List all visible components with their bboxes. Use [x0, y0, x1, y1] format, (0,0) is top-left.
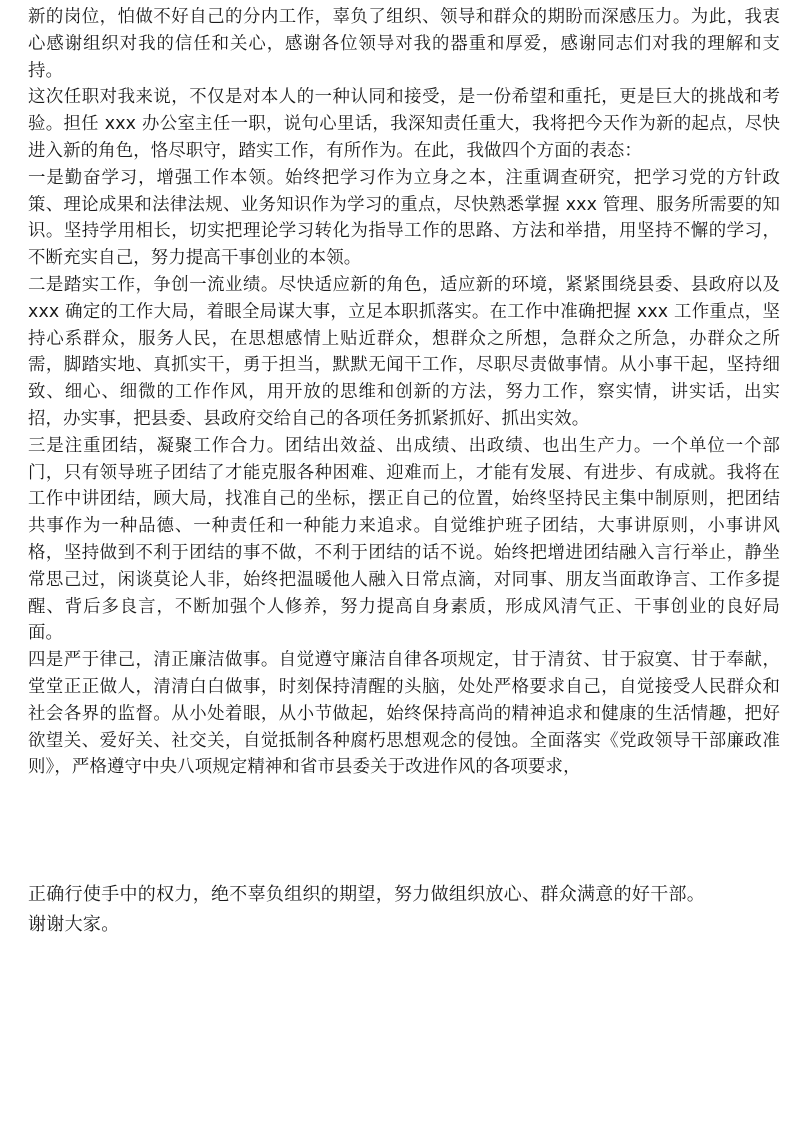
paragraph-appointment: 这次任职对我来说，不仅是对本人的一种认同和接受，是一份希望和重托，更是巨大的挑战和考验。担任 xxx 办公室主任一职，说句心里话，我深知责任重大，我将把今天作为新的起点，尽快进入新的角色，恪尽职守，踏实工作，有所作为。在此，我做四个方面的表态： — [28, 87, 780, 161]
document-closing — [28, 880, 780, 940]
paragraph-point-work: 二是踏实工作，争创一流业绩。尽快适应新的角色，适应新的环境，紧紧围绕县委、县政府以及 xxx 确定的工作大局，着眼全局谋大事，立足本职抓落实。在工作中准确把握 xxx 工作重点，坚持心系群众，服务人民，在思想感情上贴近群众，想群众之所想，急群众之所急，办群众之所需，脚踏实地、真抓实干，勇于担当，默默无闻干工作，尽职尽责做事情。从小事干起，坚持细致、细心、细微的工作作风，用开放的思维和创新的方法，努力工作，察实情，讲实话，出实招，办实事，把县委、县政府交给自己的各项任务抓紧抓好、抓出实效。 — [28, 274, 780, 429]
paragraph-gratitude: 新的岗位，怕做不好自己的分内工作，辜负了组织、领导和群众的期盼而深感压力。为此，我衷心感谢组织对我的信任和关心，感谢各位领导对我的器重和厚爱，感谢同志们对我的理解和支持。 — [28, 7, 780, 81]
paragraph-point-unity: 三是注重团结，凝聚工作合力。团结出效益、出成绩、出政绩、也出生产力。一个单位一个部门，只有领导班子团结了才能克服各种困难、迎难而上，才能有发展、有进步、有成就。我将在工作中讲团结，顾大局，找准自己的坐标，摆正自己的位置，始终坚持民主集中制原则，把团结共事作为一种品德、一种责任和一种能力来追求。自觉维护班子团结，大事讲原则，小事讲风格，坚持做到不利于团结的事不做，不利于团结的话不说。始终把增进团结融入言行举止，静坐常思己过，闲谈莫论人非，始终把温暖他人融入日常点滴，对同事、朋友当面敢诤言、工作多提醒、背后多良言，不断加强个人修养，努力提高自身素质，形成风清气正、干事创业的良好局面。 — [28, 435, 780, 644]
closing-thanks: 谢谢大家。 — [28, 914, 120, 935]
document-body — [28, 4, 780, 781]
paragraph-point-integrity: 四是严于律己，清正廉洁做事。自觉遵守廉洁自律各项规定，甘于清贫、甘于寂寞、甘于奉献，堂堂正正做人，清清白白做事，时刻保持清醒的头脑，处处严格要求自己，自觉接受人民群众和社会各界的监督。从小处着眼，从小节做起，始终保持高尚的精神追求和健康的生活情趣，把好欲望关、爱好关、社交关，自觉抵制各种腐朽思想观念的侵蚀。全面落实《党政领导干部廉政准则》，严格遵守中央八项规定精神和省市县委关于改进作风的各项要求， — [28, 650, 780, 778]
paragraph-point-study: 一是勤奋学习，增强工作本领。始终把学习作为立身之本，注重调查研究，把学习党的方针政策、理论成果和法律法规、业务知识作为学习的重点，尽快熟悉掌握 xxx 管理、服务所需要的知识。坚持学用相长，切实把理论学习转化为指导工作的思路、方法和举措，用坚持不懈的学习，不断充实自己，努力提高干事创业的本领。 — [28, 167, 780, 269]
closing-commitment: 正确行使手中的权力，绝不辜负组织的期望，努力做组织放心、群众满意的好干部。 — [28, 884, 706, 905]
